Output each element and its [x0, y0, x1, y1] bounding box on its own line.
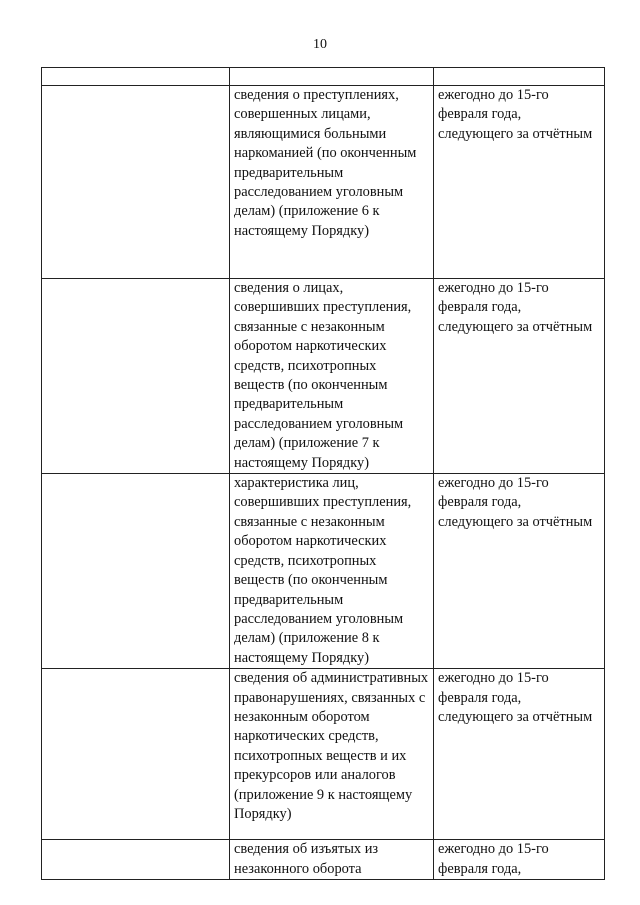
row-description: сведения об изъятых из незаконного оборота — [234, 841, 379, 877]
row-deadline: ежегодно до 15-го февраля года, следующего за отчётным — [438, 280, 593, 335]
table-cell-empty — [42, 474, 230, 669]
table-cell-empty — [42, 279, 230, 474]
page-number: 10 — [313, 37, 327, 52]
table-cell-deadline — [434, 474, 605, 669]
reporting-table — [41, 67, 605, 880]
row-description: характеристика лиц, совершивших преступления, связанные с незаконным оборотом наркотических средств, психотропных веществ (по оконченным предварительным расследованием уголовным делам) (приложение 8 к настоящему Порядку) — [234, 475, 412, 666]
table-row — [42, 669, 605, 840]
header-cell-3 — [434, 68, 605, 86]
table-cell-description — [230, 669, 434, 840]
row-deadline: ежегодно до 15-го февраля года, следующего за отчётным — [438, 87, 593, 142]
table-cell-description — [230, 474, 434, 669]
row-description: сведения об административных правонарушениях, связанных с незаконным оборотом наркотических средств, психотропных веществ и их прекурсоров или аналогов (приложение 9 к настоящему Порядку) — [234, 670, 429, 822]
table-cell-empty — [42, 840, 230, 880]
row-description: сведения о лицах, совершивших преступления, связанные с незаконным оборотом наркотических средств, психотропных веществ (по оконченным предварительным расследованием уголовным делам) (приложение 7 к настоящему Порядку) — [234, 280, 412, 471]
table-cell-deadline — [434, 840, 605, 880]
table-header-row — [42, 68, 605, 86]
row-deadline: ежегодно до 15-го февраля года, — [438, 841, 549, 877]
row-deadline: ежегодно до 15-го февраля года, следующего за отчётным — [438, 475, 593, 530]
row-deadline: ежегодно до 15-го февраля года, следующего за отчётным — [438, 670, 593, 725]
table-cell-deadline — [434, 86, 605, 279]
table-cell-deadline — [434, 279, 605, 474]
row-description: сведения о преступлениях, совершенных лицами, являющимися больными наркоманией (по оконченным предварительным расследованием уголовным делам) (приложение 6 к настоящему Порядку) — [234, 87, 417, 239]
table-cell-deadline — [434, 669, 605, 840]
table-cell-empty — [42, 86, 230, 279]
table-row — [42, 840, 605, 880]
table-cell-description — [230, 840, 434, 880]
header-cell-1 — [42, 68, 230, 86]
table-row — [42, 474, 605, 669]
header-cell-2 — [230, 68, 434, 86]
table-cell-empty — [42, 669, 230, 840]
table-row — [42, 279, 605, 474]
table-cell-description — [230, 279, 434, 474]
table-row — [42, 86, 605, 279]
table-cell-description — [230, 86, 434, 279]
